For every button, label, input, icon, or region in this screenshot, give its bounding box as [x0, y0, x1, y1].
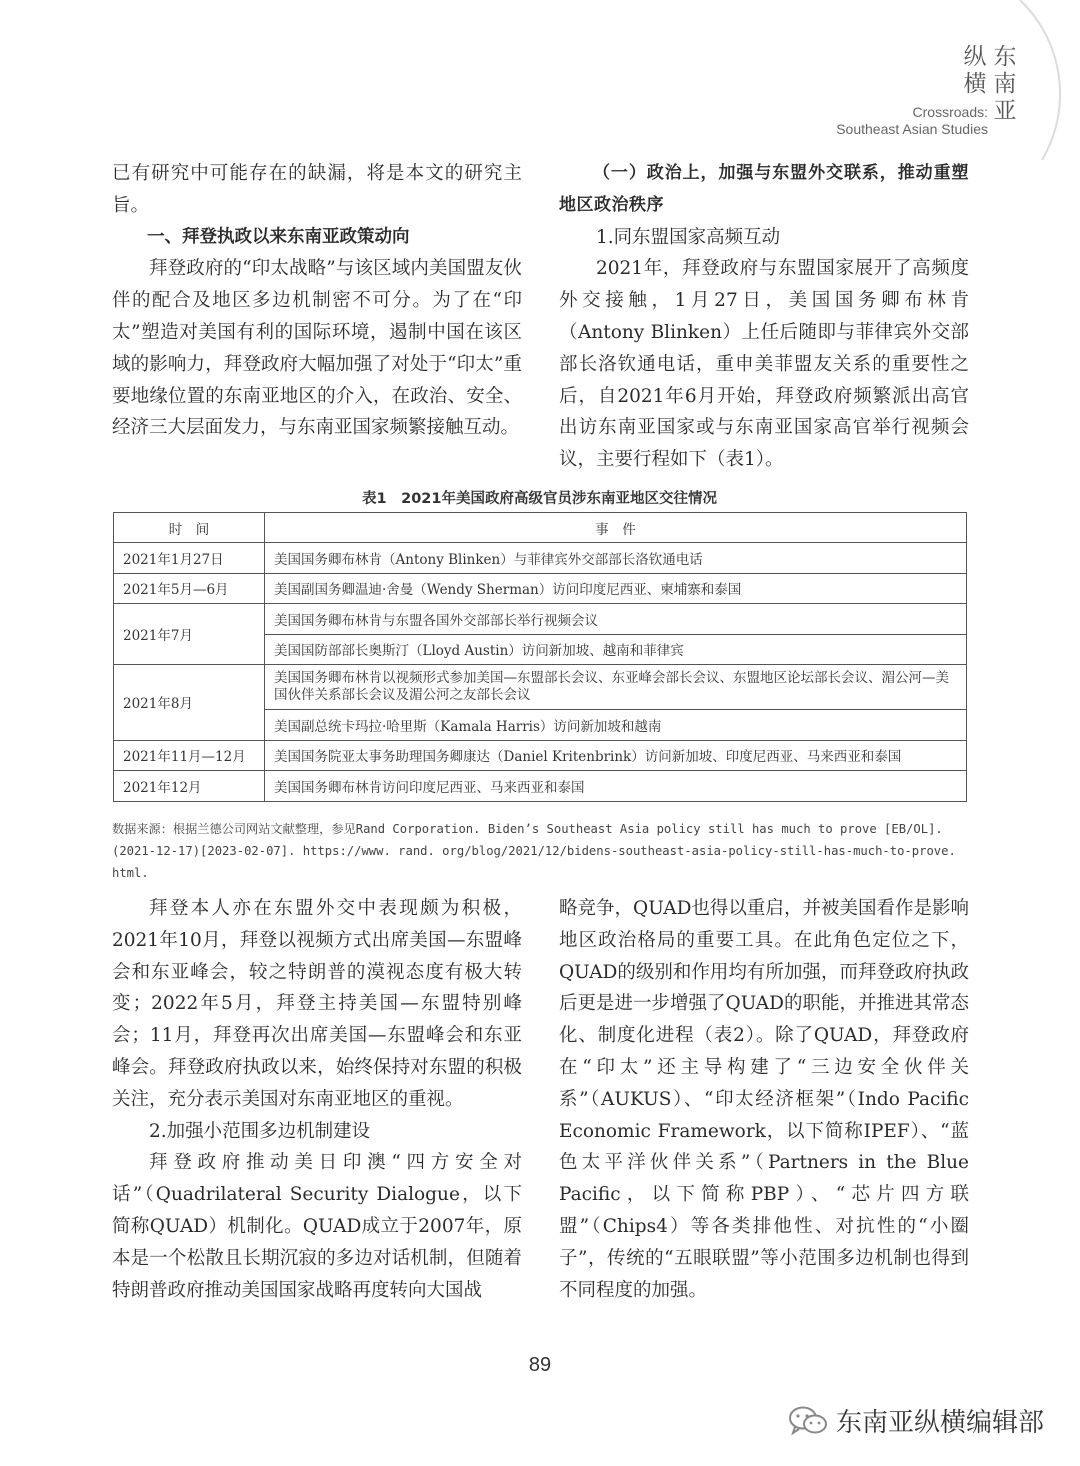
table-row — [114, 771, 967, 802]
subsection-title: 2.加强小范围多边机制建设 — [149, 1120, 371, 1142]
table-cell-event: 美国国务卿布林肯访问印度尼西亚、马来西亚和泰国 — [265, 771, 967, 802]
journal-logo-col-left: 纵 横 — [963, 44, 987, 97]
subsection-title: 1.同东盟国家高频互动 — [596, 226, 781, 248]
table-caption: 表1 2021年美国政府高级官员涉东南亚地区交往情况 — [362, 491, 717, 507]
table-cell-time: 2021年7月 — [114, 604, 265, 665]
footer-brand-name: 东南亚纵横编辑部 — [835, 1408, 1044, 1438]
page-number: 89 — [528, 1354, 552, 1376]
paragraph: 拜登政府推动美日印澳“四方安全对话”（Quadrilateral Security Dialogue，以下简称QUAD）机制化。QUAD成立于2007年，原本是一个松散且长期沉寂的多边对话机制，但随着特朗普政府推动美国国家战略再度转向大国战 — [112, 1152, 522, 1301]
table-row — [114, 573, 967, 604]
table-cell-time: 2021年12月 — [114, 771, 265, 802]
subsection-heading: （一）政治上，加强与东盟外交联系，推动重塑地区政治秩序 — [559, 163, 969, 215]
table-row — [114, 740, 967, 771]
right-column-top — [559, 158, 969, 476]
journal-logo-col-right: 东 南 亚 — [993, 44, 1017, 124]
wechat-icon — [788, 1405, 828, 1437]
table-cell-event: 美国国务卿布林肯以视频形式参加美国—东盟部长会议、东亚峰会部长会议、东盟地区论坛部长会议、湄公河—美国伙伴关系部长会议及湄公河之友部长会议 — [265, 665, 967, 710]
table-row — [114, 604, 967, 635]
paragraph: 略竞争，QUAD也得以重启，并被美国看作是影响地区政治格局的重要工具。在此角色定位之下，QUAD的级别和作用均有所加强，而拜登政府执政后更是进一步增强了QUAD的职能，并推进其常态化、制度化进程（表2）。除了QUAD，拜登政府在“印太”还主导构建了“三边安全伙伴关系”（AUKUS）、“印太经济框架”（Indo Pacific Economic Framework，以下简称IPEF）、“蓝色太平洋伙伴关系”（Partners in the Blue Pacific，以下简称PBP）、“芯片四方联盟”（Chips4）等各类排他性、对抗性的“小圈子”，传统的“五眼联盟”等小范围多边机制也得到不同程度的加强。 — [559, 898, 969, 1301]
footer-watermark — [788, 1402, 1044, 1439]
table-cell-event: 美国副国务卿温迪·舍曼（Wendy Sherman）访问印度尼西亚、柬埔寨和泰国 — [265, 573, 967, 604]
table-row — [114, 543, 967, 574]
table-header-time: 时 间 — [114, 513, 265, 543]
paragraph: 2021年，拜登政府与东盟国家展开了高频度外交接触，1月27日，美国国务卿布林肯（Antony Blinken）上任后随即与菲律宾外交部部长洛钦通电话，重申美菲盟友关系的重要性之后，自2021年6月开始，拜登政府频繁派出高官出访东南亚国家或与东南亚国家高官举行视频会议，主要行程如下（表1）。 — [559, 258, 969, 471]
paragraph: 已有研究中可能存在的缺漏，将是本文的研究主旨。 — [112, 163, 522, 216]
table-cell-event: 美国国务卿布林肯（Antony Blinken）与菲律宾外交部部长洛钦通电话 — [265, 543, 967, 574]
left-column-top — [112, 158, 522, 444]
paragraph: 拜登政府的“印太战略”与该区域内美国盟友伙伴的配合及地区多边机制密不可分。为了在“印太”塑造对美国有利的国际环境，遏制中国在该区域的影响力，拜登政府大幅加强了对处于“印太”重要地缘位置的东南亚地区的介入，在政治、安全、经济三大层面发力，与东南亚国家频繁接触互动。 — [112, 258, 522, 439]
left-column-bottom — [112, 893, 522, 1306]
table-header-event: 事 件 — [265, 513, 967, 543]
table-row — [114, 665, 967, 710]
table-cell-event: 美国国务卿布林肯与东盟各国外交部部长举行视频会议 — [265, 604, 967, 635]
table-source-note: 数据来源：根据兰德公司网站文献整理，参见Rand Corporation. Biden’s Southeast Asia policy still has much to prove [EB/OL].(2021-12-17)[2023-02-07]. https://www. rand. org/blog/2021/12/bidens-southeast-asia-policy-still-has-much-to-prove. html. — [112, 822, 956, 880]
table-cell-event: 美国国防部部长奥斯汀（Lloyd Austin）访问新加坡、越南和菲律宾 — [265, 634, 967, 665]
table-cell-event: 美国国务院亚太事务助理国务卿康达（Daniel Kritenbrink）访问新加坡、印度尼西亚、马来西亚和泰国 — [265, 740, 967, 771]
right-column-bottom — [559, 893, 969, 1306]
journal-english-title: Crossroads: Southeast Asian Studies — [836, 104, 988, 137]
table-cell-time: 2021年11月—12月 — [114, 740, 265, 771]
table-cell-time: 2021年8月 — [114, 665, 265, 741]
table-cell-event: 美国副总统卡玛拉·哈里斯（Kamala Harris）访问新加坡和越南 — [265, 710, 967, 741]
table-cell-time: 2021年1月27日 — [114, 543, 265, 574]
events-table — [113, 512, 967, 802]
table-header-row — [114, 513, 967, 543]
paragraph: 拜登本人亦在东盟外交中表现颇为积极，2021年10月，拜登以视频方式出席美国—东盟峰会和东亚峰会，较之特朗普的漠视态度有极大转变；2022年5月，拜登主持美国—东盟特别峰会；11月，拜登再次出席美国—东盟峰会和东亚峰会。拜登政府执政以来，始终保持对东盟的积极关注，充分表示美国对东南亚地区的重视。 — [112, 898, 522, 1110]
section-heading: 一、拜登执政以来东南亚政策动向 — [147, 226, 410, 247]
table-cell-time: 2021年5月—6月 — [114, 573, 265, 604]
